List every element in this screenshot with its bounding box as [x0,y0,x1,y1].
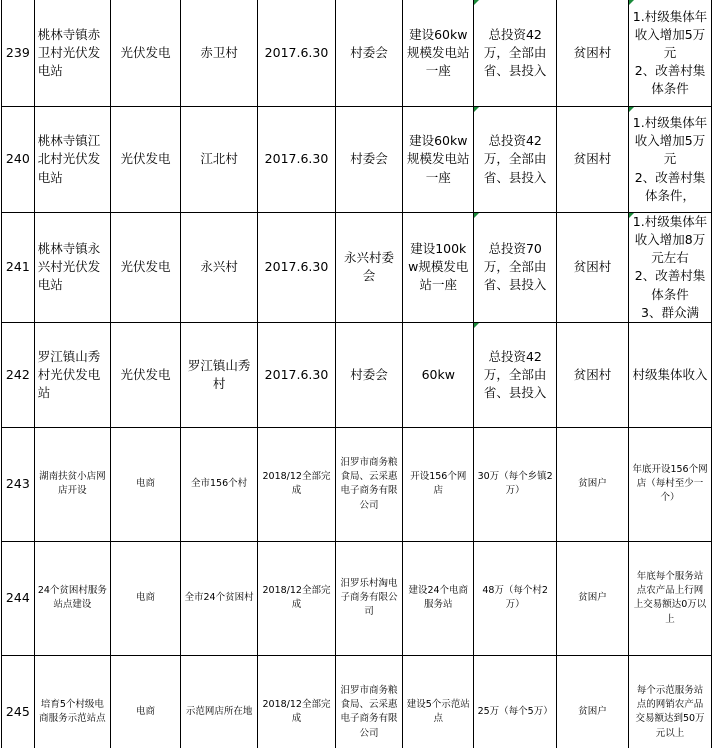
responsible-unit: 村委会 [335,322,403,427]
poverty-project-table [1,0,712,748]
completion-date: 2018/12全部完成 [258,541,335,655]
beneficiary: 贫困户 [557,655,629,748]
expected-benefit: 1.村级集体年收入增加5万元 2、改善村集体条件 [629,0,712,107]
investment: 30万（每个乡镇2万） [474,427,557,541]
project-name: 湖南扶贫小店网店开设 [34,427,110,541]
project-name: 培育5个村级电商服务示范站点 [34,655,110,748]
beneficiary: 贫困村 [557,107,629,213]
project-location: 全市156个村 [180,427,257,541]
comment-marker-icon [629,107,634,112]
comment-marker-icon [474,107,479,112]
project-type: 光伏发电 [111,322,181,427]
construction-content: 开设156个网店 [403,427,474,541]
completion-date: 2017.6.30 [258,0,335,107]
beneficiary: 贫困村 [557,213,629,323]
expected-benefit: 年底开设156个网店（每村至少一个） [629,427,712,541]
beneficiary: 贫困村 [557,0,629,107]
project-location: 永兴村 [180,213,257,323]
project-location: 赤卫村 [180,0,257,107]
project-location: 全市24个贫困村 [180,541,257,655]
row-number: 240 [2,107,35,213]
project-location: 示范网店所在地 [180,655,257,748]
completion-date: 2017.6.30 [258,213,335,323]
expected-benefit: 每个示范服务站点的网销农产品交易额达到50万元以上 [629,655,712,748]
expected-benefit: 1.村级集体年收入增加8万元左右 2、改善村集体条件 3、群众满 [629,213,712,323]
project-type: 电商 [111,655,181,748]
project-location: 江北村 [180,107,257,213]
expected-benefit: 年底每个服务站点农产品上行网上交易额达0万以上 [629,541,712,655]
expected-benefit: 1.村级集体年收入增加5万元 2、改善村集体条件， [629,107,712,213]
responsible-unit: 村委会 [335,107,403,213]
construction-content: 建设24个电商服务站 [403,541,474,655]
project-name: 罗江镇山秀村光伏发电站 [34,322,110,427]
project-type: 电商 [111,541,181,655]
comment-marker-icon [629,213,634,218]
construction-content: 建设5个示范站点 [403,655,474,748]
project-name: 桃林寺镇永兴村光伏发电站 [34,213,110,323]
completion-date: 2018/12全部完成 [258,655,335,748]
table-row [2,427,712,541]
investment: 总投资70万，全部由省、县投入 [474,213,557,323]
construction-content: 建设60kw规模发电站一座 [403,107,474,213]
beneficiary: 贫困户 [557,427,629,541]
row-number: 243 [2,427,35,541]
responsible-unit: 汨罗乐村淘电子商务有限公司 [335,541,403,655]
project-name: 桃林寺镇江北村光伏发电站 [34,107,110,213]
investment: 总投资42万，全部由省、县投入 [474,322,557,427]
beneficiary: 贫困村 [557,322,629,427]
responsible-unit: 汨罗市商务粮食局、云采惠电子商务有限公司 [335,655,403,748]
table-row [2,541,712,655]
responsible-unit: 村委会 [335,0,403,107]
row-number: 242 [2,322,35,427]
table-row [2,0,712,107]
project-type: 电商 [111,427,181,541]
comment-marker-icon [474,213,479,218]
comment-marker-icon [629,0,634,5]
project-type: 光伏发电 [111,213,181,323]
construction-content: 建设100kw规模发电站一座 [403,213,474,323]
project-type: 光伏发电 [111,107,181,213]
table-row [2,655,712,748]
row-number: 244 [2,541,35,655]
table-row [2,213,712,323]
investment: 25万（每个5万） [474,655,557,748]
row-number: 245 [2,655,35,748]
construction-content: 建设60kw规模发电站一座 [403,0,474,107]
table-body [2,0,712,748]
investment: 48万（每个村2万） [474,541,557,655]
construction-content: 60kw [403,322,474,427]
project-name: 24个贫困村服务站点建设 [34,541,110,655]
completion-date: 2017.6.30 [258,107,335,213]
project-location: 罗江镇山秀村 [180,322,257,427]
comment-marker-icon [474,0,479,5]
expected-benefit: 村级集体收入 [629,322,712,427]
completion-date: 2017.6.30 [258,322,335,427]
completion-date: 2018/12全部完成 [258,427,335,541]
table-row [2,322,712,427]
beneficiary: 贫困户 [557,541,629,655]
investment: 总投资42万，全部由省、县投入 [474,0,557,107]
project-type: 光伏发电 [111,0,181,107]
comment-marker-icon [474,323,479,328]
responsible-unit: 永兴村委会 [335,213,403,323]
table-row [2,107,712,213]
project-name: 桃林寺镇赤卫村光伏发电站 [34,0,110,107]
responsible-unit: 汨罗市商务粮食局、云采惠电子商务有限公司 [335,427,403,541]
investment: 总投资42万，全部由省、县投入 [474,107,557,213]
row-number: 241 [2,213,35,323]
row-number: 239 [2,0,35,107]
